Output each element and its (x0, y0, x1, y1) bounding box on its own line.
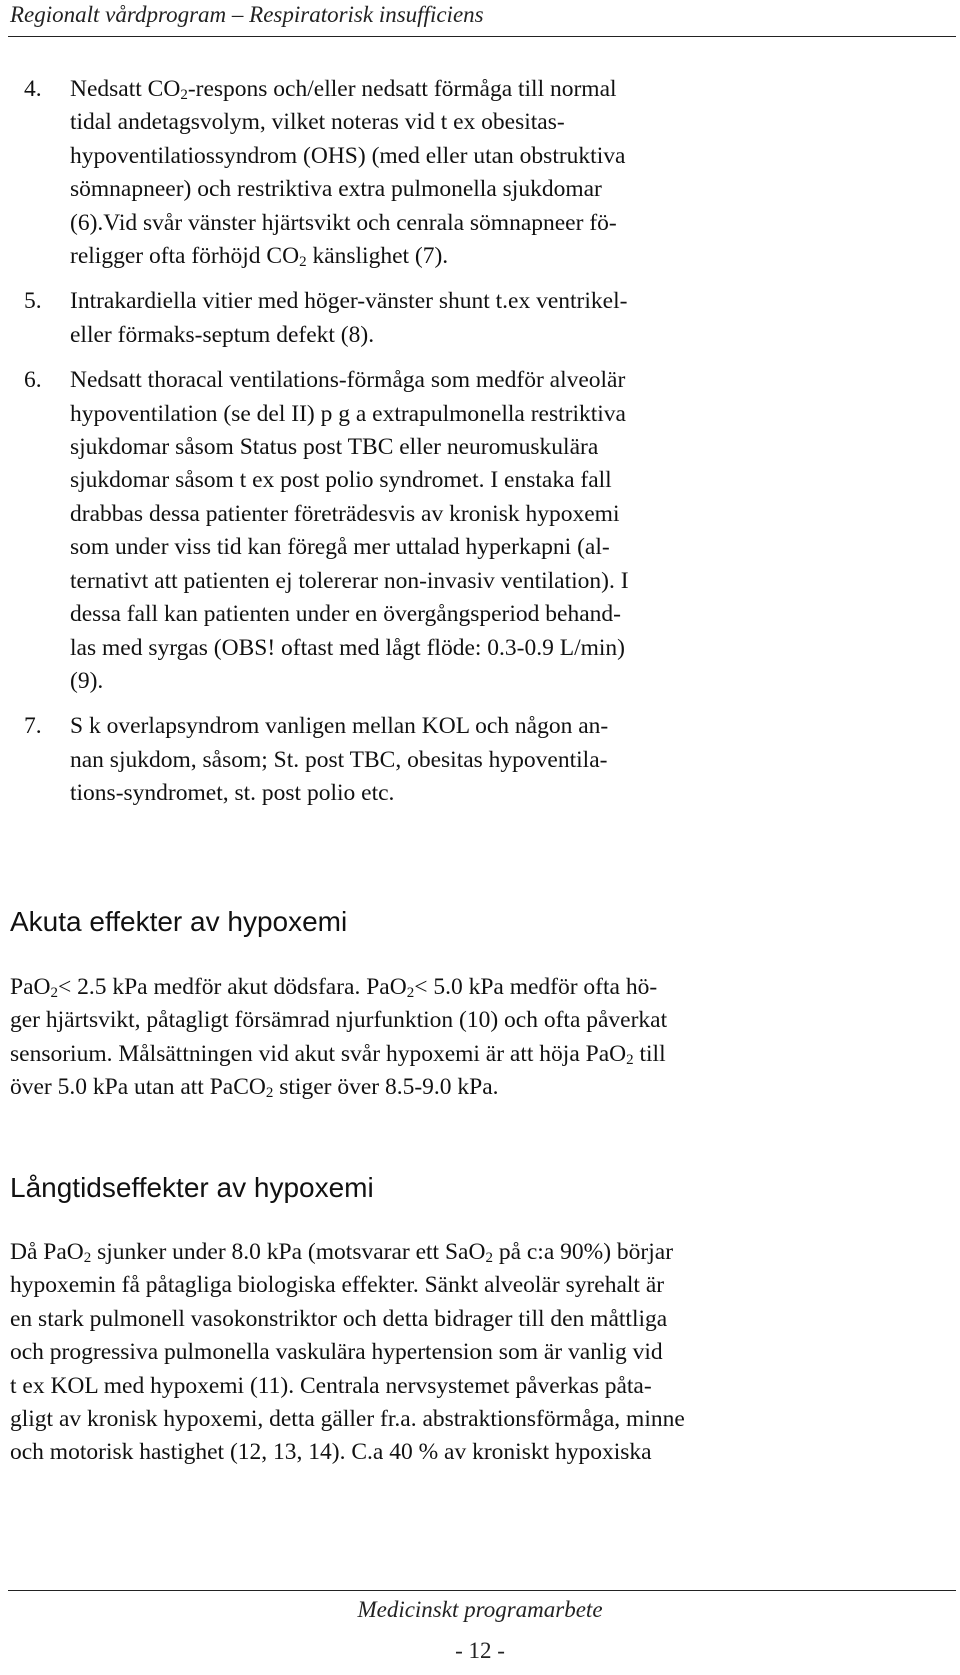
footer-rule (8, 1590, 956, 1591)
text-line: och motorisk hastighet (12, 13, 14). C.a 40 % av kroniskt hypoxiska (10, 1439, 652, 1466)
paragraph-longterm-effects (10, 1236, 930, 1470)
text-line: PaO$_2$< 2.5 kPa medför akut dödsfara. PaO$_2$< 5.0 kPa medför ofta hö- (10, 974, 658, 1001)
text-line: drabbas dessa patienter företrädesvis av kronisk hypoxemi (70, 500, 620, 527)
subscript: 2 (406, 985, 415, 1001)
text-line: sjukdomar såsom Status post TBC eller neuromuskulära (70, 434, 599, 461)
text-line: ger hjärtsvikt, påtagligt försämrad njurfunktion (10) och ofta påverkat (10, 1007, 668, 1034)
text-line: dessa fall kan patienten under en övergångsperiod behand- (70, 601, 621, 628)
page-number: - 12 - (455, 1638, 505, 1663)
numbered-list (24, 73, 804, 823)
text-line: hypoventilatiossyndrom (OHS) (med eller utan obstruktiva (70, 142, 626, 169)
subscript: 2 (485, 1250, 493, 1266)
subscript: 2 (180, 87, 188, 103)
subscript: 2 (83, 1250, 92, 1266)
text-line: sensorium. Målsättningen vid akut svår hypoxemi är att höja PaO$_2$ till (10, 1040, 666, 1068)
subscript: 2 (626, 1051, 634, 1068)
text-line: (9). (70, 667, 104, 694)
text-line: t ex KOL med hypoxemi (11). Centrala nervsystemet påverkas påta- (10, 1372, 652, 1399)
text-line: hypoventilation (se del II) p g a extrapulmonella restriktiva (70, 400, 626, 427)
running-header: Regionalt vårdprogram – Respiratorisk insufficiens (10, 2, 484, 27)
paragraph-acute-effects (10, 971, 930, 1105)
text-line: hypoxemin få påtagliga biologiska effekter. Sänkt alveolär syrehalt är (10, 1272, 665, 1299)
text-line: tidal andetagsvolym, vilket noteras vid t ex obesitas- (70, 109, 565, 136)
text-line: religger ofta förhöjd $CO_2$ känslighet (7). (70, 243, 449, 271)
text-line: och progressiva pulmonella vaskulära hypertension som är vanlig vid (10, 1339, 663, 1366)
list-item-text (70, 710, 804, 810)
list-item (24, 73, 804, 273)
text-line: Intrakardiella vitier med höger-vänster shunt t.ex ventrikel- (70, 288, 628, 315)
text-line: las med syrgas (OBS! oftast med lågt flöde: 0.3-0.9 L/min) (70, 634, 625, 661)
header-rule (8, 36, 956, 37)
list-item-text (70, 73, 804, 273)
list-item-text (70, 285, 804, 352)
list-item-number: 7. (24, 713, 42, 740)
text-line: ternativt att patienten ej tolererar non-invasiv ventilation). I (70, 567, 629, 594)
heading-longterm-effects: Långtidseffekter av hypoxemi (10, 1172, 374, 1203)
text-line: eller förmaks-septum defekt (8). (70, 321, 375, 348)
subscript: 2 (50, 985, 58, 1001)
text-line: Nedsatt $CO_2$-respons och/eller nedsatt förmåga till normal (70, 76, 617, 103)
subscript: 2 (299, 254, 307, 271)
text-line: sömnapneer) och restriktiva extra pulmonella sjukdomar (70, 176, 602, 203)
text-line: en stark pulmonell vasokonstriktor och detta bidrager till den måttliga (10, 1305, 668, 1332)
list-item (24, 364, 804, 698)
text-line: Nedsatt thoracal ventilations-förmåga som medför alveolär (70, 367, 626, 394)
text-line: över 5.0 kPa utan att PaCO$_2$ stiger över 8.5-9.0 kPa. (10, 1074, 499, 1102)
text-line: sjukdomar såsom t ex post polio syndromet. I enstaka fall (70, 467, 612, 494)
heading-acute-effects: Akuta effekter av hypoxemi (10, 906, 348, 937)
text-line: nan sjukdom, såsom; St. post TBC, obesitas hypoventila- (70, 746, 608, 773)
list-item (24, 710, 804, 810)
text-line: Då PaO$_2$ sjunker under 8.0 kPa (motsvarar ett SaO$_2$ på c:a 90%) börjar (10, 1239, 674, 1266)
footer-text: Medicinskt programarbete (357, 1597, 603, 1622)
list-item (24, 285, 804, 352)
text-line: (6).Vid svår vänster hjärtsvikt och cenrala sömnapneer fö- (70, 209, 617, 236)
list-item-number: 6. (24, 367, 42, 394)
text-line: gligt av kronisk hypoxemi, detta gäller fr.a. abstraktionsförmåga, minne (10, 1406, 685, 1433)
text-line: som under viss tid kan föregå mer uttalad hyperkapni (al- (70, 534, 610, 561)
text-line: tions-syndromet, st. post polio etc. (70, 780, 395, 807)
list-item-text (70, 364, 804, 698)
list-item-number: 5. (24, 288, 42, 315)
list-item-number: 4. (24, 76, 42, 102)
subscript: 2 (265, 1085, 274, 1102)
text-line: S k overlapsyndrom vanligen mellan KOL och någon an- (70, 713, 609, 740)
